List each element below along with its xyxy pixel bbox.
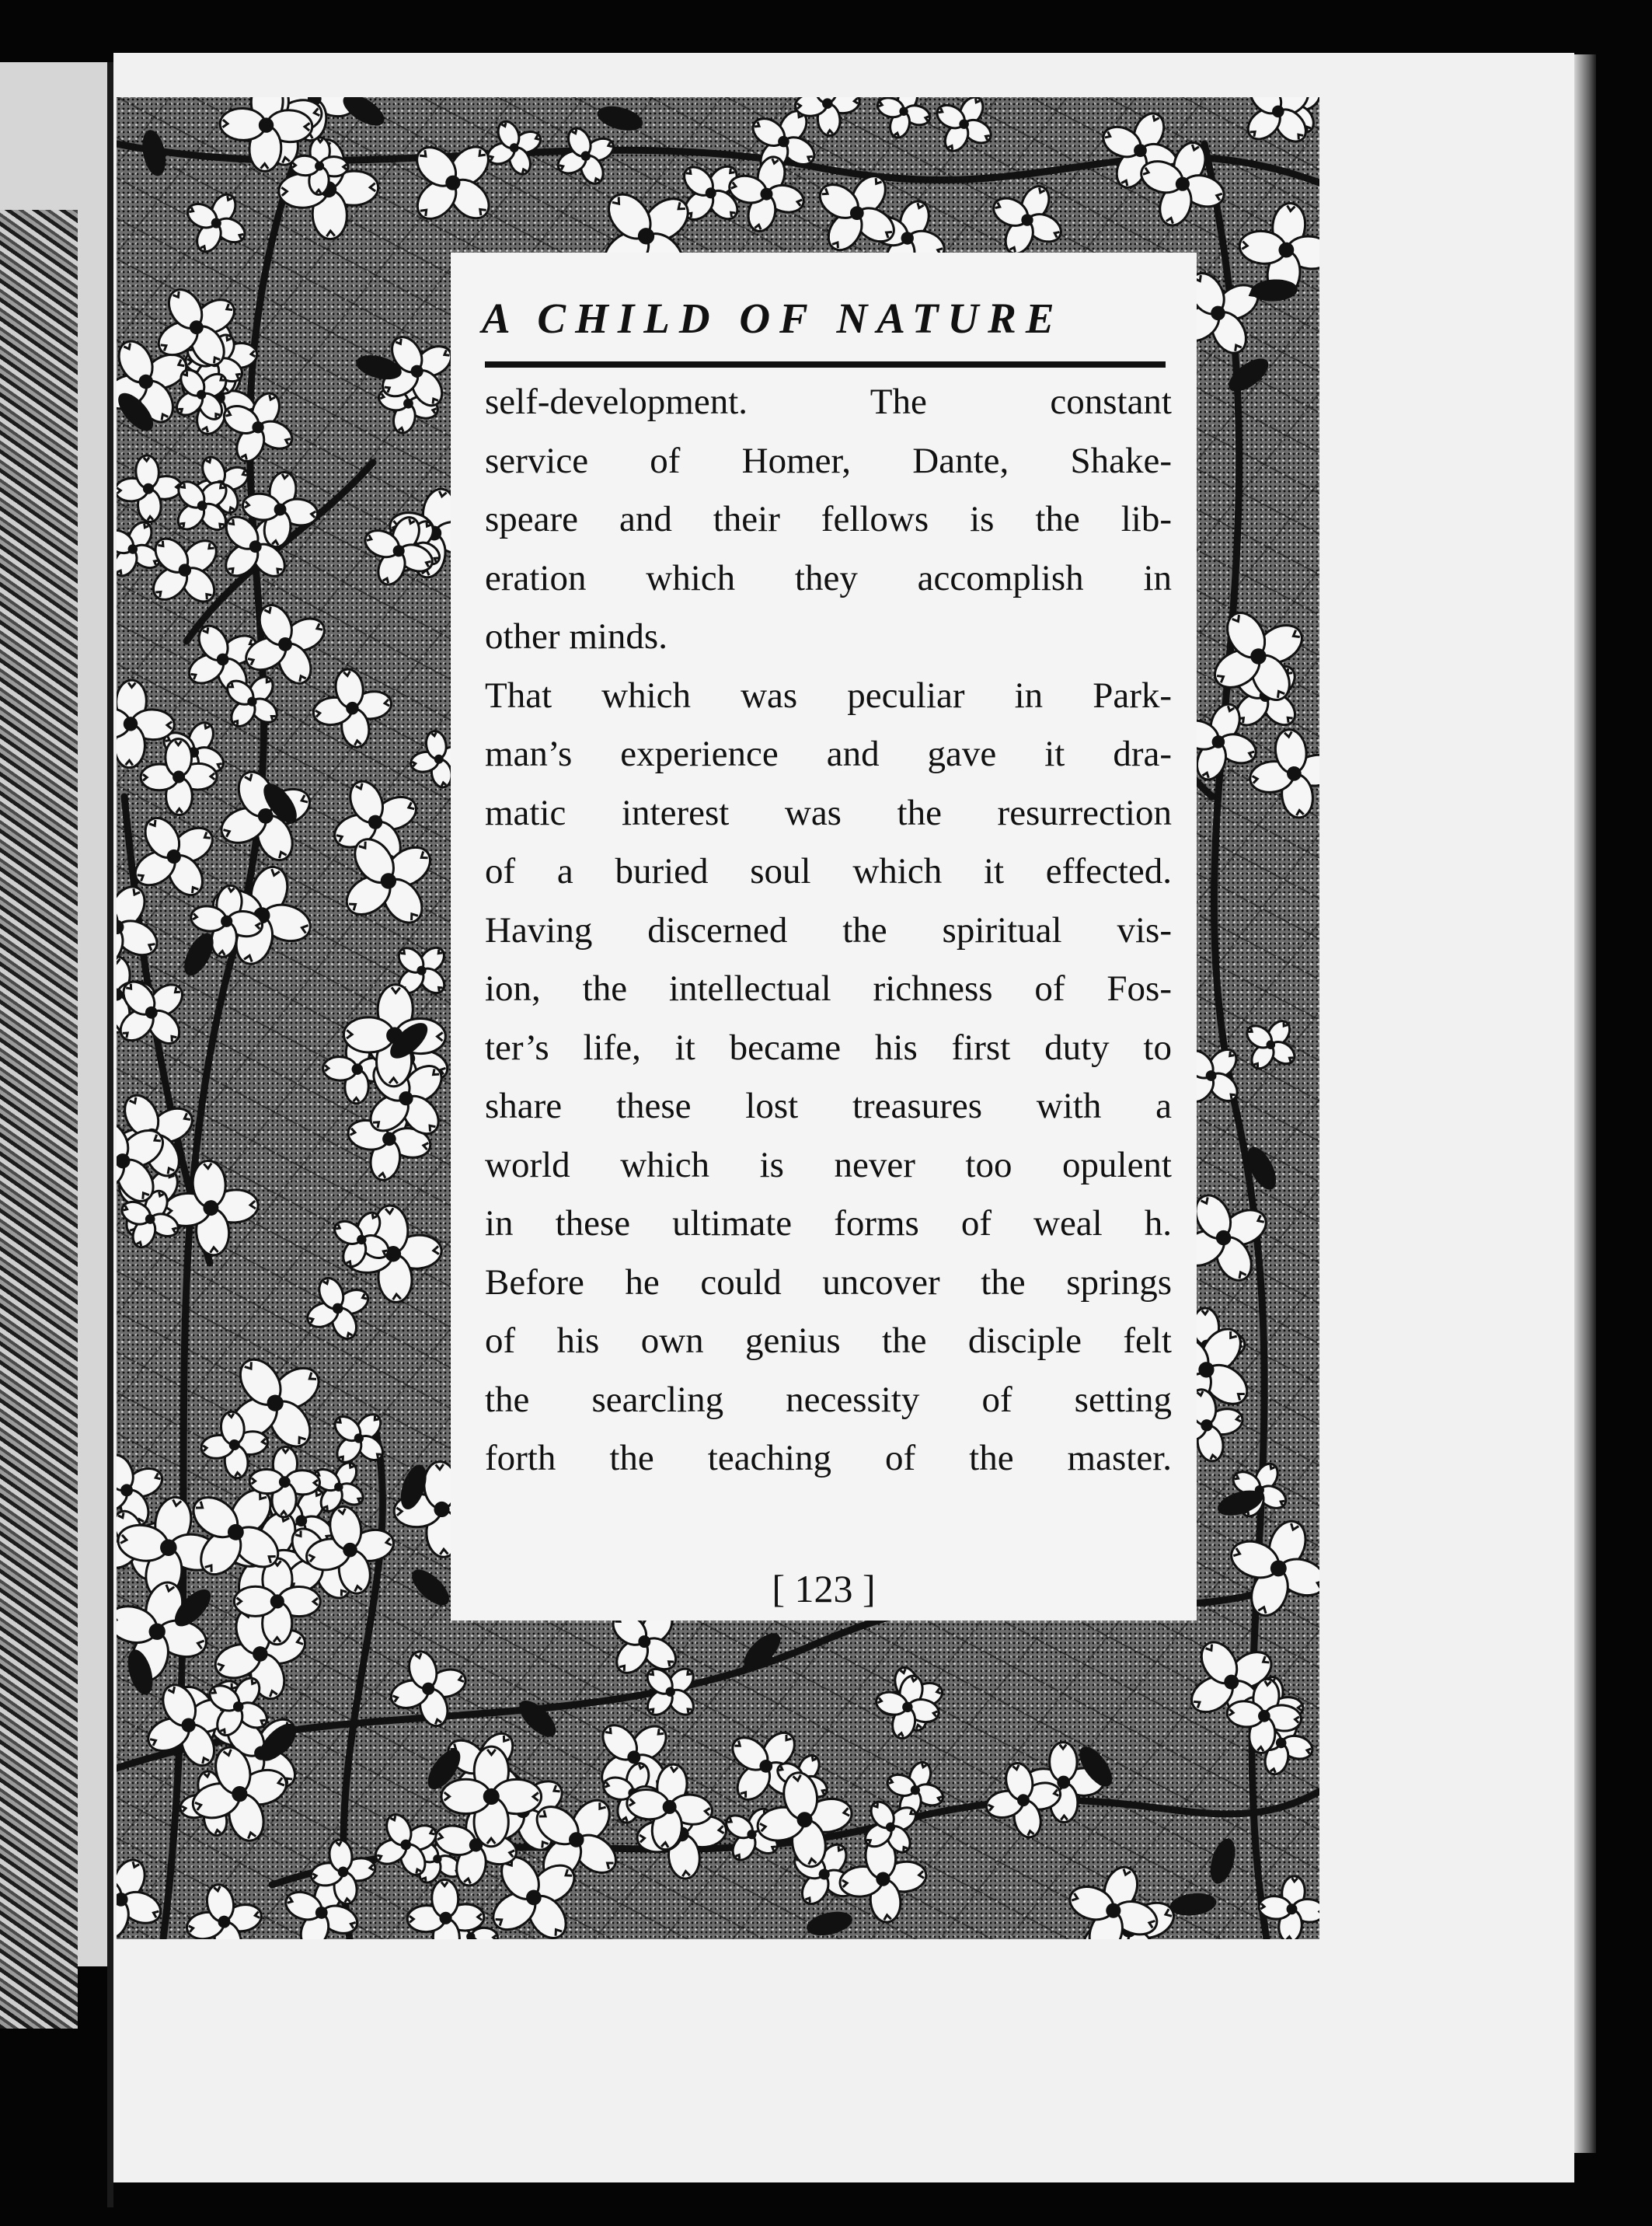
dogwood-leaf <box>514 1694 562 1743</box>
dogwood-blossom <box>117 453 183 524</box>
dogwood-leaf <box>1206 1836 1240 1886</box>
dogwood-blossom <box>546 117 625 195</box>
dogwood-blossom <box>870 1669 946 1746</box>
dogwood-blossom <box>923 97 1004 165</box>
dogwood-leaf <box>594 102 645 134</box>
dogwood-blossom <box>318 1397 400 1480</box>
dogwood-leaf <box>804 1907 855 1939</box>
decorative-border-plate <box>117 97 1319 1939</box>
text-line: ion, the intellectual richness of Fos- <box>485 968 1172 1009</box>
body-text <box>485 373 1172 1488</box>
text-line: man’s experience and gave it dra- <box>485 734 1172 774</box>
text-line: of his own genius the disciple felt <box>485 1321 1172 1361</box>
text-line: of a buried soul which it effected. <box>485 851 1172 891</box>
dogwood-blossom <box>295 1266 380 1351</box>
dogwood-blossom <box>477 111 551 185</box>
text-line: That which was peculiar in Park- <box>485 675 1172 716</box>
text-line: other minds. <box>485 616 667 657</box>
dogwood-leaf <box>139 128 169 178</box>
paragraph-2 <box>485 667 1172 1488</box>
text-line: self-development. The constant <box>485 382 1172 422</box>
text-panel <box>451 253 1197 1621</box>
dogwood-blossom <box>406 1879 486 1939</box>
dogwood-blossom <box>179 1877 269 1939</box>
dogwood-blossom <box>870 97 937 145</box>
dogwood-leaf <box>406 1564 455 1611</box>
text-line: service of Homer, Dante, Shake- <box>485 440 1172 481</box>
dogwood-blossom <box>174 181 258 265</box>
text-line: the searcling necessity of setting <box>485 1379 1172 1420</box>
text-line: share these lost treasures with a <box>485 1086 1172 1126</box>
page-number: [ 123 ] <box>772 1567 876 1610</box>
dogwood-leaf <box>1223 352 1274 397</box>
text-line: world which is never too opulent <box>485 1144 1172 1185</box>
text-line: Having discerned the spiritual vis- <box>485 909 1172 951</box>
text-line: forth the teaching of the master. <box>485 1438 1172 1478</box>
dogwood-blossom <box>1244 724 1319 824</box>
book-gutter <box>107 62 113 2207</box>
dogwood-leaf <box>1169 1891 1218 1918</box>
running-head: A CHILD OF NATURE <box>482 295 1064 342</box>
dogwood-blossom <box>1232 1007 1309 1083</box>
paragraph-1 <box>485 373 1172 667</box>
page-edge <box>1574 54 1596 2153</box>
facing-page-illustration <box>0 210 78 2029</box>
dogwood-blossom <box>308 664 397 753</box>
dogwood-blossom <box>389 119 517 247</box>
facing-page <box>0 62 109 1966</box>
text-line: in these ultimate forms of weal h. <box>485 1203 1172 1244</box>
text-line: matic interest was the resurrection <box>485 792 1172 833</box>
text-line: Before he could uncover the springs <box>485 1261 1172 1303</box>
text-line: ter’s life, it became his first duty to <box>485 1027 1172 1068</box>
text-line: eration which they accomplish in <box>485 557 1172 598</box>
dogwood-blossom <box>835 1831 931 1927</box>
head-rule <box>485 361 1166 368</box>
text-line: speare and their fellows is the lib- <box>485 499 1172 539</box>
dogwood-blossom <box>1056 1853 1171 1939</box>
dogwood-blossom <box>1215 1505 1319 1632</box>
